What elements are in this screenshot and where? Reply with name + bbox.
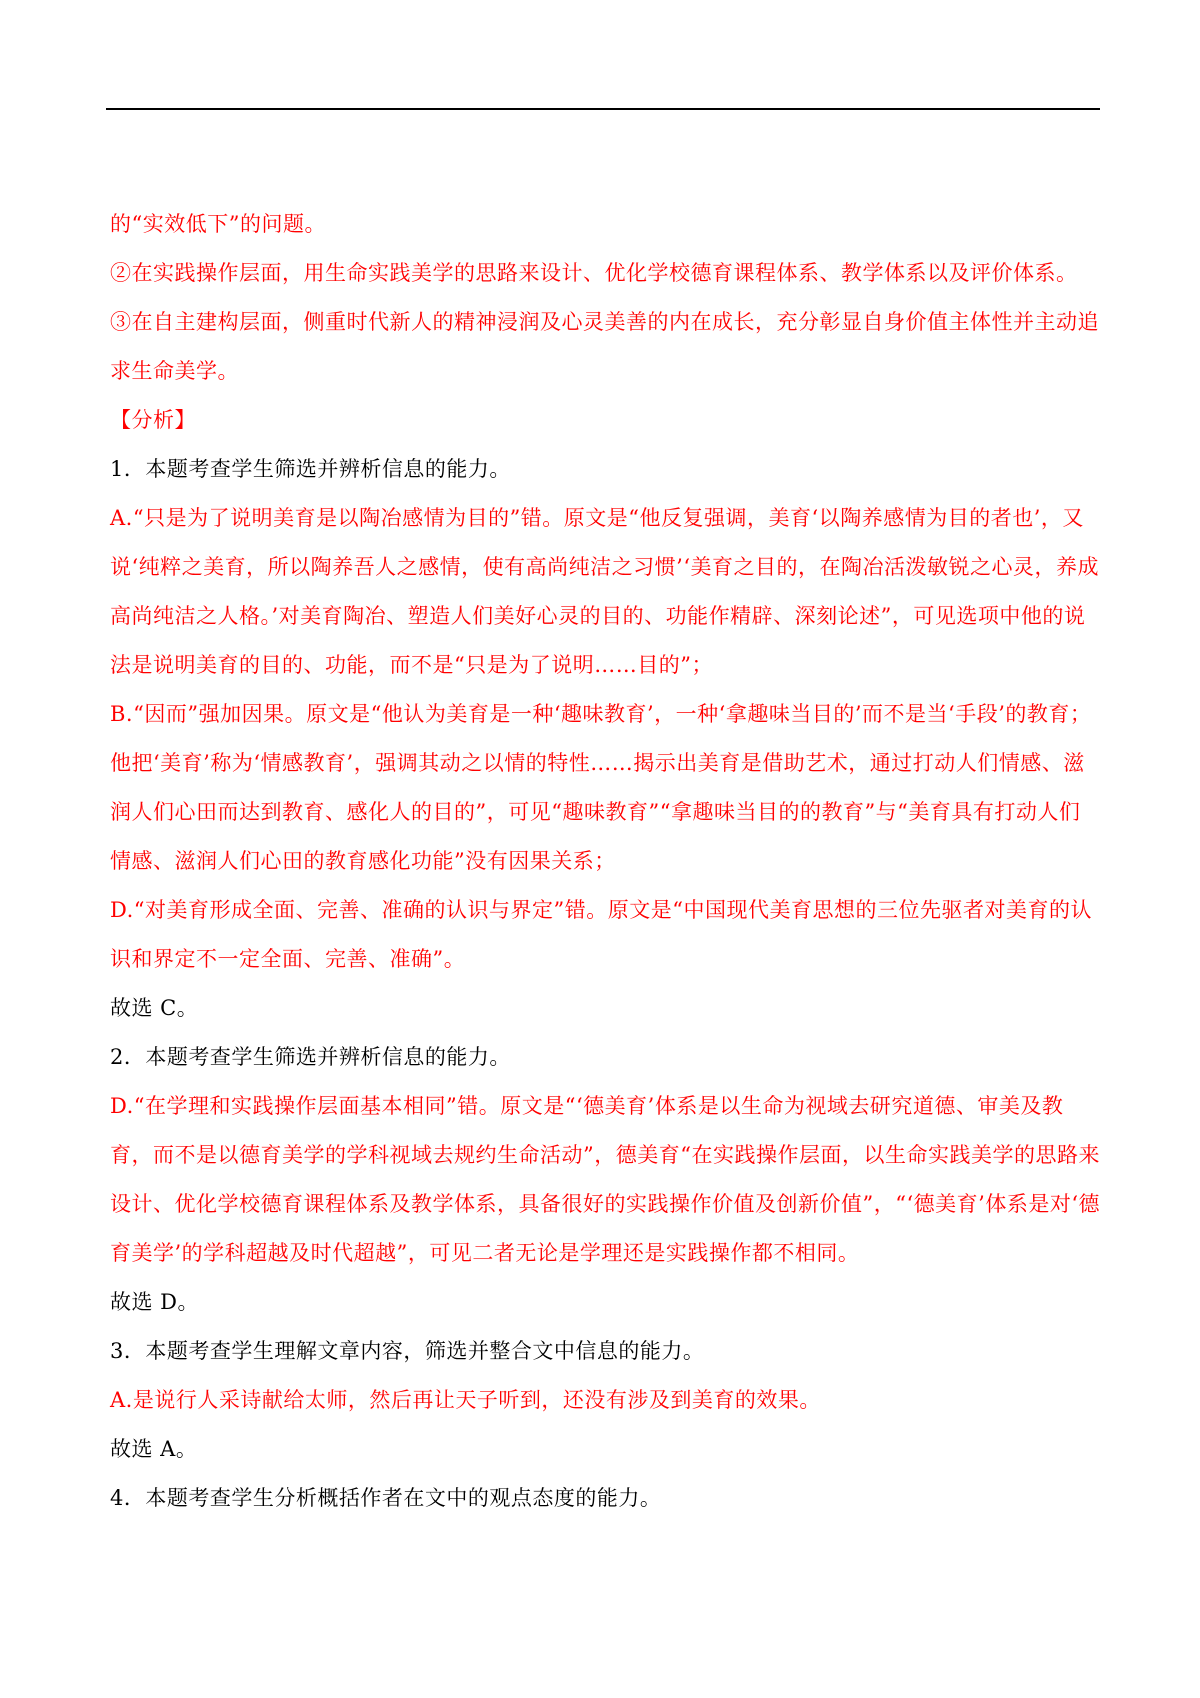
section-heading-analysis: 【分析】	[110, 408, 196, 432]
question-1-answer: 故选 C。	[110, 996, 199, 1020]
question-1-intro: 1．本题考查学生筛选并辨析信息的能力。	[110, 457, 511, 481]
question-4-intro: 4．本题考查学生分析概括作者在文中的观点态度的能力。	[110, 1486, 662, 1510]
paragraph-point-2: ②在实践操作层面，用生命实践美学的思路来设计、优化学校德育课程体系、教学体系以及评价体系。	[110, 261, 1078, 285]
header-rule	[106, 108, 1100, 110]
question-1-option-b: B.“因而”强加因果。原文是“他认为美育是一种‘趣味教育’，一种‘拿趣味当目的’而不是当‘手段’的教育；他把‘美育’称为‘情感教育’，强调其动之以情的特性……揭示出美育是借助艺术，通过打动人们情感、滋润人们心田而达到教育、感化人的目的”，可见“趣味教育”“拿趣味当目的的教育”与“美育具有打动人们情感、滋润人们心田的教育感化功能”没有因果关系；	[110, 702, 1092, 873]
paragraph-continuation: 的“实效低下”的问题。	[110, 212, 326, 236]
question-1-option-a: A.“只是为了说明美育是以陶冶感情为目的”错。原文是“他反复强调，美育‘以陶养感情为目的者也’，又说‘纯粹之美育，所以陶养吾人之感情，使有高尚纯洁之习惯’‘美育之目的，在陶冶活泼敏锐之心灵，养成高尚纯洁之人格。’对美育陶冶、塑造人们美好心灵的目的、功能作精辟、深刻论述”，可见选项中他的说法是说明美育的目的、功能，而不是“只是为了说明……目的”；	[110, 506, 1100, 677]
document-body	[110, 200, 1100, 1523]
question-2-answer: 故选 D。	[110, 1290, 200, 1314]
paragraph-point-3: ③在自主建构层面，侧重时代新人的精神浸润及心灵美善的内在成长，充分彰显自身价值主体性并主动追求生命美学。	[110, 310, 1099, 383]
question-3-option-a: A.是说行人采诗献给太师，然后再让天子听到，还没有涉及到美育的效果。	[110, 1388, 821, 1412]
question-2-option-d: D.“在学理和实践操作层面基本相同”错。原文是“‘德美育’体系是以生命为视域去研究道德、审美及教育，而不是以德育美学的学科视域去规约生命活动”，德美育“在实践操作层面，以生命实践美学的思路来设计、优化学校德育课程体系及教学体系，具备很好的实践操作价值及创新价值”，“‘德美育’体系是对‘德育美学’的学科超越及时代超越”，可见二者无论是学理还是实践操作都不相同。	[110, 1094, 1100, 1265]
question-3-answer: 故选 A。	[110, 1437, 198, 1461]
question-3-intro: 3．本题考查学生理解文章内容，筛选并整合文中信息的能力。	[110, 1339, 705, 1363]
question-2-intro: 2．本题考查学生筛选并辨析信息的能力。	[110, 1045, 511, 1069]
question-1-option-d: D.“对美育形成全面、完善、准确的认识与界定”错。原文是“中国现代美育思想的三位先驱者对美育的认识和界定不一定全面、完善、准确”。	[110, 898, 1092, 971]
